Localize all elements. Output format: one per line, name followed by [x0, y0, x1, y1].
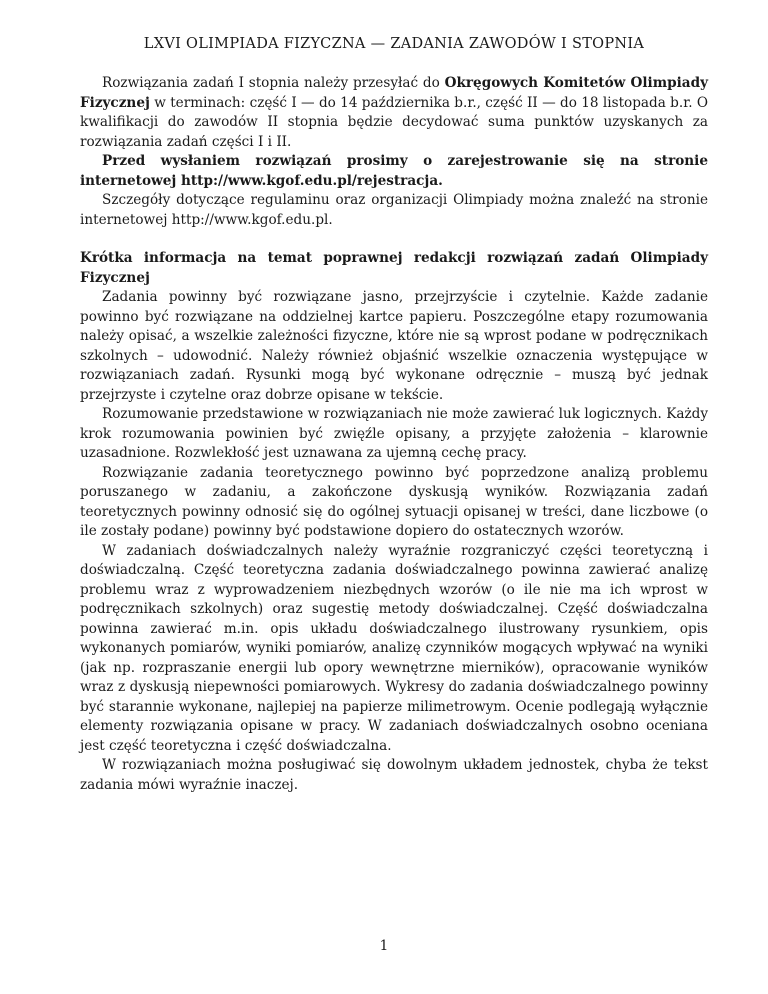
intro-paragraph-deadlines [80, 74, 708, 152]
committee-name: Okręgowych Komitetów Olimpiady Fizycznej [80, 75, 708, 111]
info-paragraph-5: W rozwiązaniach można posługiwać się dowolnym układem jednostek, chyba że tekst zadania mówi wyraźnie inaczej. [80, 757, 708, 793]
section-heading: Krótka informacja na temat poprawnej redakcji rozwiązań zadań Olimpiady Fizycznej [80, 250, 708, 286]
document-page [80, 36, 708, 795]
intro-text-end: w terminach: część I — do 14 października b.r., część II — do 18 listopada b.r. O kwalifikacji do zawodów II stopnia będzie decydować suma punktów uzyskanych za rozwiązania zadań części I i II. [80, 94, 708, 150]
page-number: 1 [379, 938, 389, 954]
info-paragraph-2: Rozumowanie przedstawione w rozwiązaniach nie może zawierać luk logicznych. Każdy krok rozumowania powinien być zwięźle opisany, a przyjęte założenia – klarownie uzasadnione. Rozwlekłość jest uznawana za ujemną cechę pracy. [80, 406, 708, 461]
registration-notice: Przed wysłaniem rozwiązań prosimy o zarejestrowanie się na stronie internetowej http://www.kgof.edu.pl/rejestracja. [80, 153, 708, 189]
section-spacer [80, 230, 708, 249]
info-paragraph-4: W zadaniach doświadczalnych należy wyraźnie rozgraniczyć części teoretyczną i doświadczalną. Część teoretyczna zadania doświadczalnego powinna zawierać analizę problemu wraz z wyprowadzeniem niezbędnych wzorów (o ile nie ma ich wprost w podręcznikach szkolnych) oraz sugestię metody doświadczalnej. Część doświadczalna powinna zawierać m.in. opis układu doświadczalnego ilustrowany rysunkiem, opis wykonanych pomiarów, wyniki pomiarów, analizę czynników mogących wpływać na wyniki (jak np. rozpraszanie energii lub opory wewnętrzne mierników), opracowanie wyników wraz z dyskusją niepewności pomiarowych. Wykresy do zadania doświadczalnego powinny być starannie wykonane, najlepiej na papierze milimetrowym. Ocenie podlegają wyłącznie elementy rozwiązania opisane w pracy. W zadaniach doświadczalnych osobno oceniana jest część teoretyczna i część doświadczalna. [80, 542, 708, 754]
info-paragraph-1: Zadania powinny być rozwiązane jasno, przejrzyście i czytelnie. Każde zadanie powinno być rozwiązane na oddzielnej kartce papieru. Poszczególne etapy rozumowania należy opisać, a wszelkie zależności fizyczne, które nie są wprost podane w podręcznikach szkolnych – udowodnić. Należy również objaśnić wszelkie oznaczenia występujące w rozwiązaniach zadań. Rysunki mogą być wykonane odręcznie – muszą być jednak przejrzyste i czytelne oraz dobrze opisane w tekście. [80, 289, 708, 403]
info-paragraph-3: Rozwiązanie zadania teoretycznego powinno być poprzedzone analizą problemu poruszanego w zadaniu, a zakończone dyskusją wyników. Rozwiązania zadań teoretycznych powinny odnosić się do ogólnej sytuacji opisanej w treści, dane liczbowe (o ile zostały podane) powinny być podstawione dopiero do ostatecznych wzorów. [80, 464, 708, 539]
page-title: LXVI OLIMPIADA FIZYCZNA — ZADANIA ZAWODÓW I STOPNIA [143, 36, 645, 52]
regulations-paragraph: Szczegóły dotyczące regulaminu oraz organizacji Olimpiady można znaleźć na stronie internetowej http://www.kgof.edu.pl. [80, 192, 708, 228]
intro-text-start: Rozwiązania zadań I stopnia należy przesyłać do [102, 75, 445, 91]
